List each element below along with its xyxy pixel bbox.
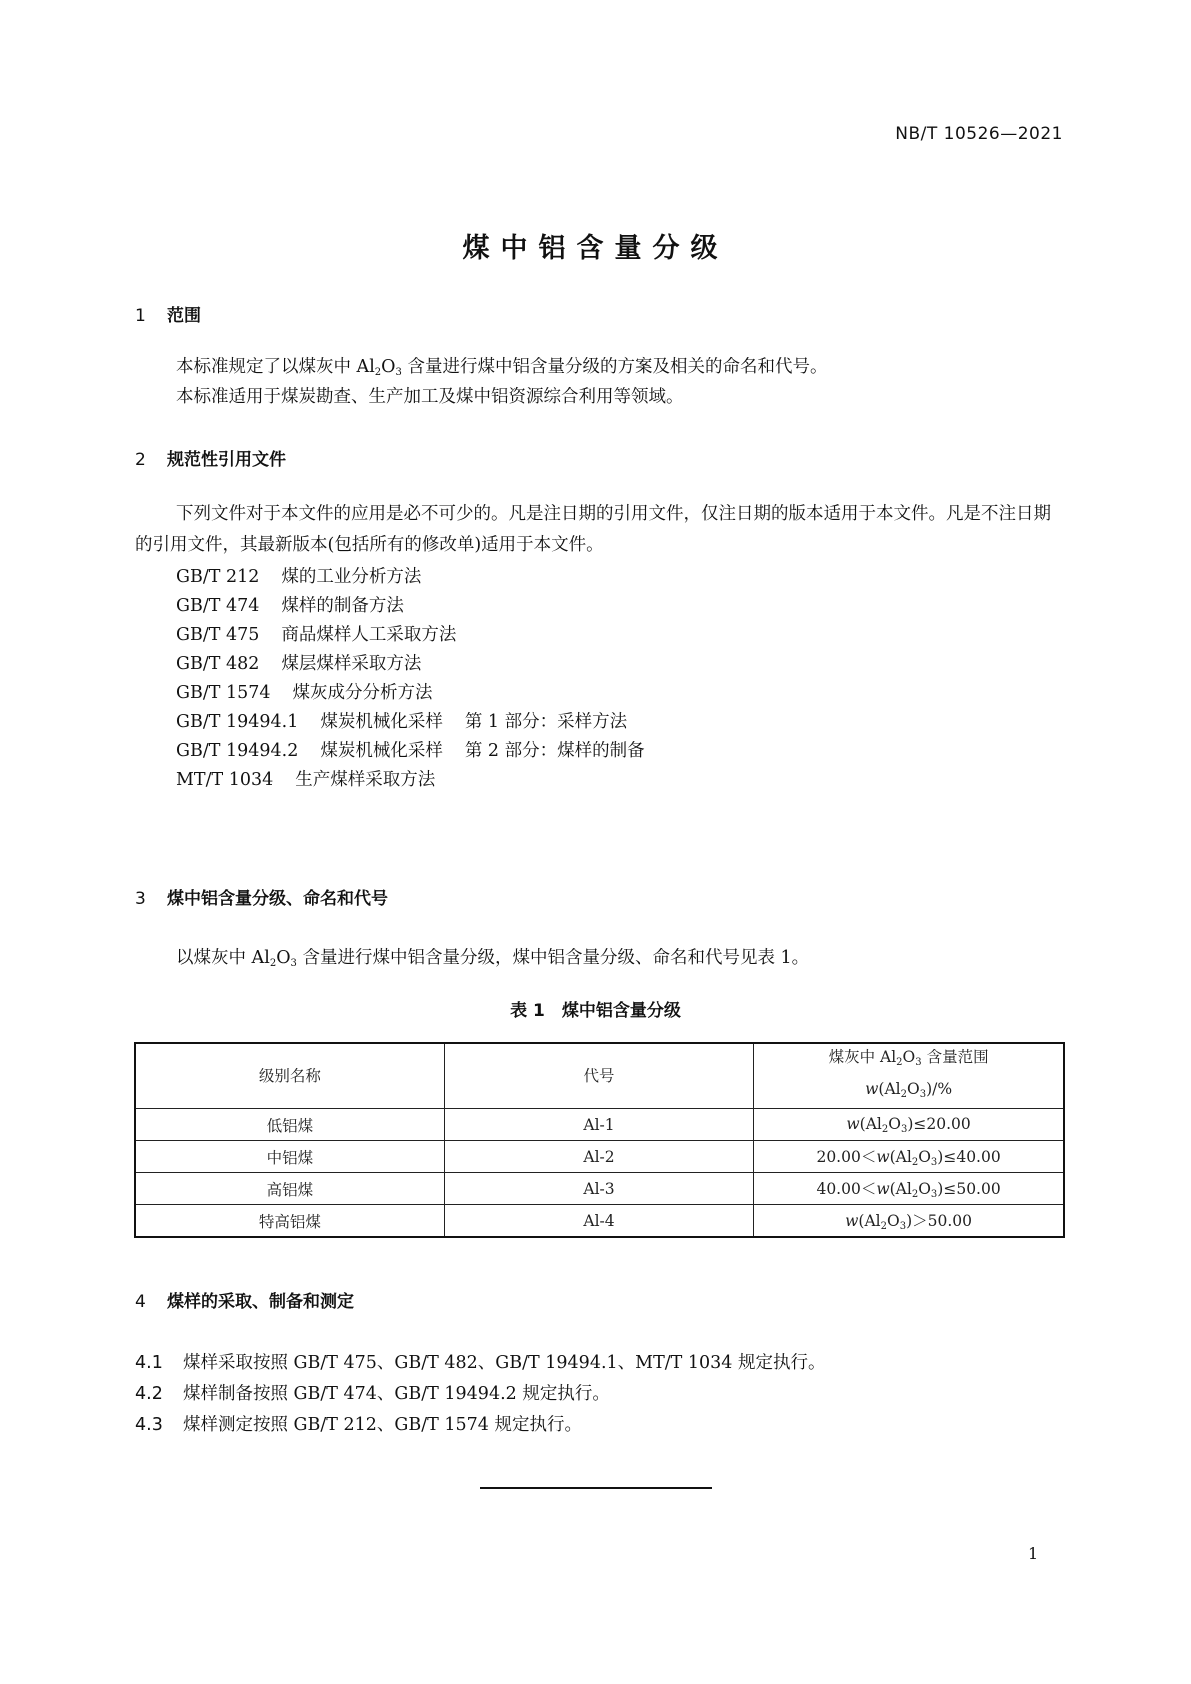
text: ＞50.00 xyxy=(912,1212,973,1230)
section-title: 煤样的采取、制备和测定 xyxy=(167,1292,354,1312)
reference-part: 第 2 部分：煤样的制备 xyxy=(464,741,645,761)
grade-name-cell: 高铝煤 xyxy=(135,1173,444,1205)
section-number: 3 xyxy=(135,889,146,909)
subscript: 2 xyxy=(881,1123,889,1135)
subscript: 3 xyxy=(290,958,297,969)
table-row xyxy=(135,1205,1064,1238)
grade-code-cell: Al-2 xyxy=(444,1141,753,1173)
range-cell: $w(Al_2O_3)>50.00$ xyxy=(754,1205,1064,1238)
subscript: 3 xyxy=(395,367,402,378)
section-number: 2 xyxy=(135,450,146,470)
subscript: 3 xyxy=(930,1189,938,1200)
reference-code: GB/T 19494.2 xyxy=(176,741,299,761)
clause-number: 4.2 xyxy=(135,1384,163,1404)
column-header-grade-name: 级别名称 xyxy=(135,1043,444,1109)
section-title: 煤中铝含量分级、命名和代号 xyxy=(167,889,388,909)
column-header-code: 代号 xyxy=(444,1043,753,1109)
text: 含量进行煤中铝含量分级，煤中铝含量分级、命名和代号见表 1。 xyxy=(296,948,810,968)
clause-item xyxy=(135,1349,825,1374)
aluminum-grade-table xyxy=(134,1042,1065,1238)
text: O xyxy=(888,1114,901,1133)
range-header-line-2 xyxy=(754,1076,1063,1108)
subscript: 3 xyxy=(899,1221,907,1232)
reference-item xyxy=(176,766,435,791)
symbol: w xyxy=(876,1180,890,1198)
reference-code: GB/T 474 xyxy=(176,596,260,616)
text: O xyxy=(918,1180,931,1198)
end-rule xyxy=(480,1487,712,1489)
range-cell: $20.00<w(Al_2O_3)\le 40.00$ xyxy=(754,1141,1064,1173)
table-row xyxy=(135,1141,1064,1173)
text: ≤50.00 xyxy=(943,1180,1001,1198)
table-row xyxy=(135,1109,1064,1141)
reference-code: GB/T 19494.1 xyxy=(176,712,299,732)
subscript: 2 xyxy=(374,367,382,378)
reference-code: GB/T 475 xyxy=(176,625,260,645)
subscript: 2 xyxy=(911,1189,919,1200)
symbol: w xyxy=(846,1114,860,1133)
grade-code-cell: Al-1 xyxy=(444,1109,753,1141)
reference-item xyxy=(176,679,433,704)
reference-part: 第 1 部分：采样方法 xyxy=(464,712,628,732)
clause-text: 煤样测定按照 GB/T 212、GB/T 1574 规定执行。 xyxy=(183,1415,583,1435)
text: (Al xyxy=(878,1080,901,1098)
reference-title: 煤炭机械化采样 xyxy=(320,712,443,732)
scope-paragraph-2: 本标准适用于煤炭勘查、生产加工及煤中铝资源综合利用等领域。 xyxy=(176,387,684,407)
document-title: 煤中铝含量分级 xyxy=(462,233,729,264)
symbol: w xyxy=(865,1080,879,1098)
reference-title: 煤样的制备方法 xyxy=(281,596,404,616)
symbol: w xyxy=(876,1148,890,1166)
text: 煤灰中 Al xyxy=(828,1048,897,1066)
range-header-line-1 xyxy=(754,1044,1063,1076)
table-row xyxy=(135,1173,1064,1205)
text: (Al xyxy=(889,1180,912,1198)
subscript: 2 xyxy=(911,1157,919,1168)
reference-code: MT/T 1034 xyxy=(176,770,274,790)
reference-title: 煤的工业分析方法 xyxy=(281,567,422,587)
reference-title: 煤层煤样采取方法 xyxy=(281,654,422,674)
reference-title: 商品煤样人工采取方法 xyxy=(281,625,457,645)
text: O xyxy=(918,1148,931,1166)
text: )/% xyxy=(926,1080,953,1098)
text: 本标准规定了以煤灰中 Al xyxy=(176,357,375,377)
text: O xyxy=(887,1212,900,1230)
section-3-paragraph xyxy=(176,946,809,976)
clause-item xyxy=(135,1380,610,1405)
section-title: 规范性引用文件 xyxy=(167,450,286,470)
column-header-range xyxy=(754,1043,1064,1109)
section-number: 4 xyxy=(135,1292,146,1312)
reference-item xyxy=(176,592,404,617)
section-2-heading xyxy=(135,445,286,470)
reference-code: GB/T 1574 xyxy=(176,683,271,703)
text: O xyxy=(276,948,291,968)
standard-code: NB/T 10526—2021 xyxy=(895,124,1063,144)
text: 40.00＜ xyxy=(816,1180,877,1198)
clause-item xyxy=(135,1411,582,1436)
clause-number: 4.3 xyxy=(135,1415,163,1435)
clause-number: 4.1 xyxy=(135,1353,163,1373)
text: 含量范围 xyxy=(921,1048,989,1066)
section-4-heading xyxy=(135,1287,354,1312)
text: (Al xyxy=(859,1114,882,1133)
table-header-row xyxy=(135,1043,1064,1109)
text: O xyxy=(381,357,396,377)
page-number: 1 xyxy=(1028,1544,1039,1563)
text: O xyxy=(906,1080,920,1098)
text: 20.00＜ xyxy=(816,1148,877,1166)
symbol: w xyxy=(845,1212,859,1230)
reference-code: GB/T 482 xyxy=(176,654,260,674)
range-cell: $40.00<w(Al_2O_3)\le 50.00$ xyxy=(754,1173,1064,1205)
reference-code: GB/T 212 xyxy=(176,567,260,587)
reference-title: 生产煤样采取方法 xyxy=(295,770,436,790)
subscript: 3 xyxy=(930,1157,938,1168)
grade-name-cell: 中铝煤 xyxy=(135,1141,444,1173)
references-intro: 下列文件对于本文件的应用是必不可少的。凡是注日期的引用文件，仅注日期的版本适用于本文件。凡是不注日期的引用文件，其最新版本(包括所有的修改单)适用于本文件。 xyxy=(135,504,1051,555)
reference-item xyxy=(176,737,645,762)
subscript: 2 xyxy=(900,1089,907,1100)
subscript: 2 xyxy=(896,1057,903,1068)
text: 含量进行煤中铝含量分级的方案及相关的命名和代号。 xyxy=(401,357,828,377)
text: (Al xyxy=(858,1212,881,1230)
subscript: 2 xyxy=(269,958,277,969)
reference-item xyxy=(176,621,456,646)
clause-text: 煤样制备按照 GB/T 474、GB/T 19494.2 规定执行。 xyxy=(183,1384,610,1404)
grade-code-cell: Al-4 xyxy=(444,1205,753,1238)
reference-title: 煤灰成分分析方法 xyxy=(292,683,433,703)
text: O xyxy=(902,1048,916,1066)
subscript: 3 xyxy=(915,1057,922,1068)
clause-text: 煤样采取按照 GB/T 475、GB/T 482、GB/T 19494.1、MT/T 1034 规定执行。 xyxy=(183,1353,826,1373)
range-cell: $w(Al_2O_3)\le 20.00$ xyxy=(754,1109,1064,1141)
reference-item xyxy=(176,708,627,733)
subscript: 3 xyxy=(900,1123,908,1135)
section-3-heading xyxy=(135,884,388,909)
reference-item xyxy=(176,650,421,675)
reference-title: 煤炭机械化采样 xyxy=(320,741,443,761)
subscript: 3 xyxy=(919,1089,927,1100)
text: (Al xyxy=(889,1148,912,1166)
grade-code-cell: Al-3 xyxy=(444,1173,753,1205)
reference-item xyxy=(176,563,421,588)
grade-name-cell: 特高铝煤 xyxy=(135,1205,444,1238)
scope-paragraph-1 xyxy=(176,355,827,385)
text: ≤40.00 xyxy=(943,1148,1001,1166)
section-title: 范围 xyxy=(167,306,201,326)
text: ≤20.00 xyxy=(913,1114,971,1133)
section-1-heading xyxy=(135,301,201,326)
table-caption: 表 1 煤中铝含量分级 xyxy=(510,1001,681,1021)
section-number: 1 xyxy=(135,306,146,326)
text: 以煤灰中 Al xyxy=(176,948,270,968)
grade-name-cell: 低铝煤 xyxy=(135,1109,444,1141)
subscript: 2 xyxy=(880,1221,887,1232)
